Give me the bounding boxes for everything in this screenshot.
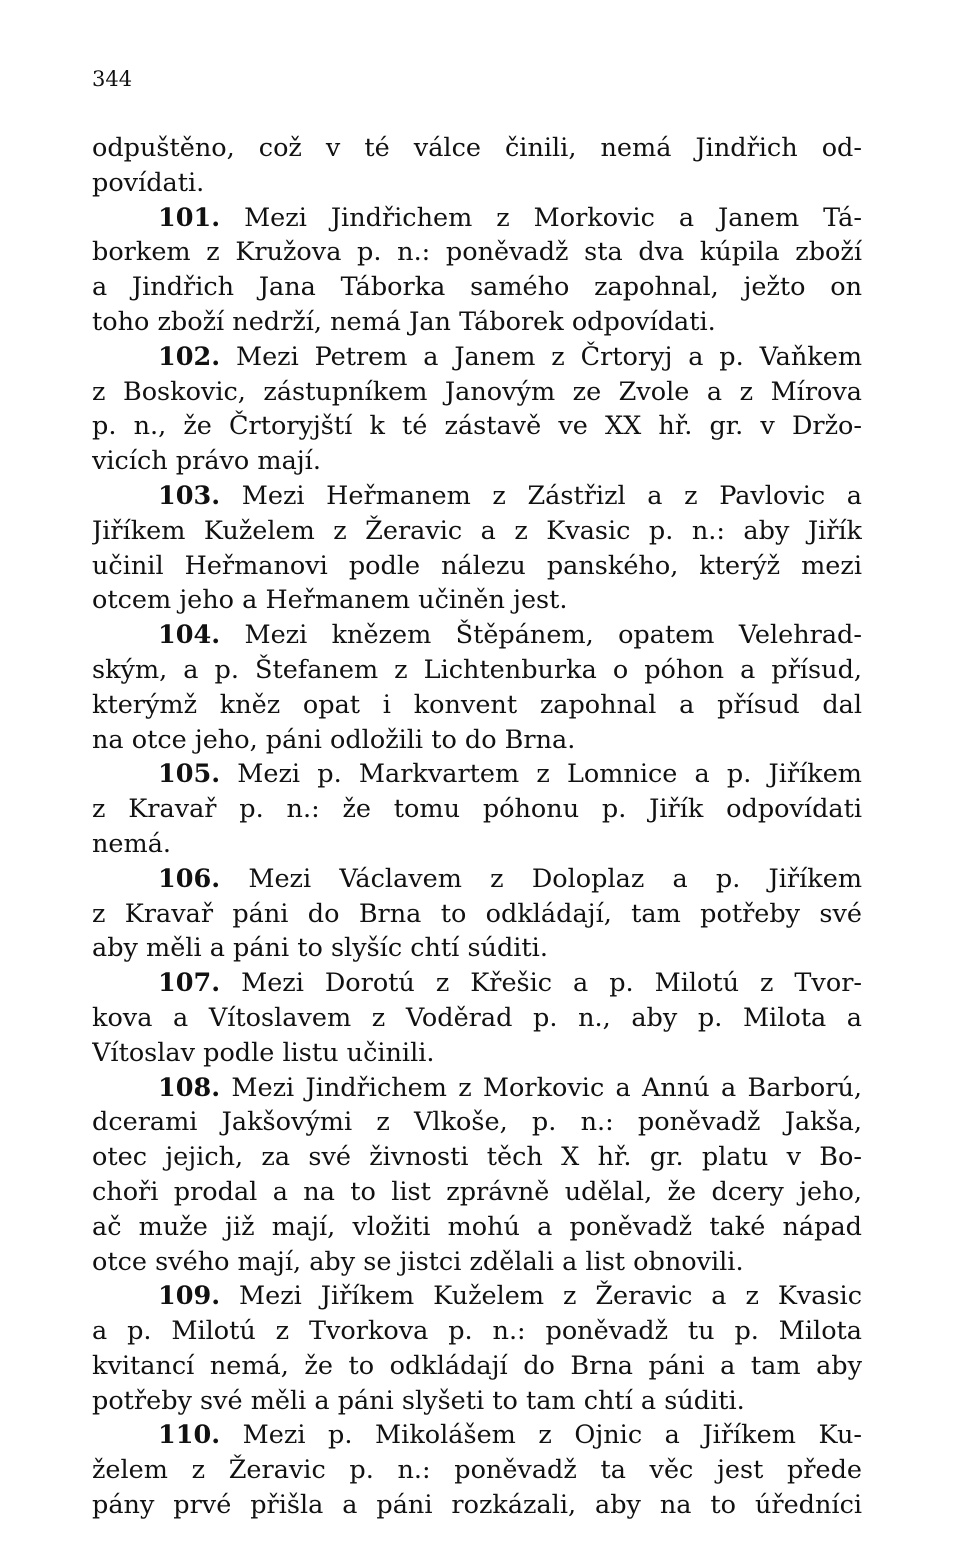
text-line (92, 270, 862, 305)
entry-number: 108. (158, 1072, 221, 1103)
text-line (92, 827, 862, 862)
line-text: otcem jeho a Heřmanem učiněn jest. (92, 585, 568, 616)
entry-number: 103. (158, 480, 221, 511)
line-text: Mezi p. Mikolášem z Ojnic a Jiříkem Ku- (220, 1420, 862, 1451)
entry-number: 106. (158, 863, 221, 894)
line-text: z Kravař p. n.: že tomu póhonu p. Jiřík odpovídati (92, 794, 862, 825)
text-line (92, 723, 862, 758)
line-text: Mezi knězem Štěpánem, opatem Velehrad- (220, 620, 862, 651)
text-line (92, 409, 862, 444)
entry-first-line (92, 1279, 862, 1314)
entry-first-line (92, 966, 862, 1001)
text-line (92, 583, 862, 618)
line-text: z Kravař páni do Brna to odkládají, tam potřeby své (92, 898, 862, 929)
text-line (92, 792, 862, 827)
line-text: Mezi Jiříkem Kuželem z Žeravic a z Kvasic (220, 1281, 862, 1312)
text-line (92, 131, 862, 166)
text-line (92, 305, 862, 340)
text-line (92, 1140, 862, 1175)
line-text: borkem z Kružova p. n.: poněvadž sta dva kúpila zboží (92, 237, 862, 268)
entry-number: 101. (158, 202, 221, 233)
text-line (92, 1384, 862, 1419)
line-text: Mezi Václavem z Doloplaz a p. Jiříkem (220, 863, 862, 894)
text-line (92, 235, 862, 270)
text-line (92, 166, 862, 201)
line-text: potřeby své měli a páni slyšeti to tam chtí a súditi. (92, 1385, 745, 1416)
text-line (92, 549, 862, 584)
entry-first-line (92, 340, 862, 375)
entry-first-line (92, 757, 862, 792)
line-text: na otce jeho, páni odložili to do Brna. (92, 724, 576, 755)
line-text: toho zboží nedrží, nemá Jan Táborek odpovídati. (92, 306, 716, 337)
text-line (92, 375, 862, 410)
text-line (92, 1488, 862, 1523)
line-text: kvitancí nemá, že to odkládají do Brna páni a tam aby (92, 1350, 862, 1381)
line-text: a p. Milotú z Tvorkova p. n.: poněvadž tu p. Milota (92, 1316, 862, 1347)
entry-number: 105. (158, 759, 221, 790)
line-text: nemá. (92, 828, 172, 859)
page-number: 344 (92, 67, 133, 91)
line-text: želem z Žeravic p. n.: poněvadž ta věc jest přede (92, 1455, 862, 1486)
line-text: učinil Heřmanovi podle nálezu panského, kterýž mezi (92, 550, 862, 581)
entry-first-line (92, 618, 862, 653)
line-text: z Boskovic, zástupníkem Janovým ze Zvole a z Mírova (92, 376, 862, 407)
text-line (92, 1314, 862, 1349)
line-text: dcerami Jakšovými z Vlkoše, p. n.: poněvadž Jakša, (92, 1107, 862, 1138)
line-text: Mezi Petrem a Janem z Črtoryj a p. Vaňkem (220, 341, 862, 372)
line-text: povídati. (92, 167, 205, 198)
line-text: choři prodal a na to list zprávně udělal, že dcery jeho, (92, 1176, 862, 1207)
entry-first-line (92, 1418, 862, 1453)
entry-number: 102. (158, 341, 221, 372)
line-text: kova a Vítoslavem z Voděrad p. n., aby p. Milota a (92, 1002, 862, 1033)
entry-number: 109. (158, 1281, 221, 1312)
body-text (92, 131, 862, 1523)
text-line (92, 1349, 862, 1384)
text-line (92, 1210, 862, 1245)
line-text: ač muže již mají, vložiti mohú a poněvadž také nápad (92, 1211, 862, 1242)
text-line (92, 1175, 862, 1210)
line-text: pány prvé přišla a páni rozkázali, aby na to úředníci (92, 1490, 862, 1521)
text-line (92, 514, 862, 549)
line-text: p. n., že Črtoryjští k té zástavě ve XX hř. gr. v Držo- (92, 411, 862, 442)
text-line (92, 931, 862, 966)
text-line (92, 444, 862, 479)
line-text: Mezi Dorotú z Křešic a p. Milotú z Tvor- (220, 968, 862, 999)
line-text: otec jejich, za své živnosti těch X hř. gr. platu v Bo- (92, 1142, 862, 1173)
entry-first-line (92, 862, 862, 897)
line-text: Mezi Jindřichem z Morkovic a Janem Tá- (220, 202, 862, 233)
line-text: aby měli a páni to slyšíc chtí súditi. (92, 933, 548, 964)
text-line (92, 653, 862, 688)
text-line (92, 1453, 862, 1488)
line-text: Jiříkem Kuželem z Žeravic a z Kvasic p. n.: aby Jiřík (92, 515, 862, 546)
entry-first-line (92, 1071, 862, 1106)
line-text: kterýmž kněz opat i konvent zapohnal a přísud dal (92, 689, 862, 720)
line-text: Vítoslav podle listu učinili. (92, 1037, 435, 1068)
text-line (92, 1001, 862, 1036)
entry-number: 107. (158, 968, 221, 999)
line-text: a Jindřich Jana Táborka samého zapohnal, ježto on (92, 272, 862, 303)
entry-first-line (92, 479, 862, 514)
text-line (92, 1245, 862, 1280)
text-line (92, 1105, 862, 1140)
entry-number: 104. (158, 620, 221, 651)
line-text: Mezi p. Markvartem z Lomnice a p. Jiříkem (220, 759, 862, 790)
line-text: Mezi Jindřichem z Morkovic a Annú a Barború, (220, 1072, 862, 1103)
line-text: ským, a p. Štefanem z Lichtenburka o póhon a přísud, (92, 654, 862, 685)
line-text: vicích právo mají. (92, 446, 321, 477)
entry-first-line (92, 201, 862, 236)
text-line (92, 897, 862, 932)
text-line (92, 688, 862, 723)
line-text: otce svého mají, aby se jistci zdělali a list obnovili. (92, 1246, 744, 1277)
line-text: odpuštěno, což v té válce činili, nemá Jindřich od- (92, 133, 862, 163)
entry-number: 110. (158, 1420, 221, 1451)
text-line (92, 1036, 862, 1071)
line-text: Mezi Heřmanem z Zástřizl a z Pavlovic a (220, 480, 862, 511)
